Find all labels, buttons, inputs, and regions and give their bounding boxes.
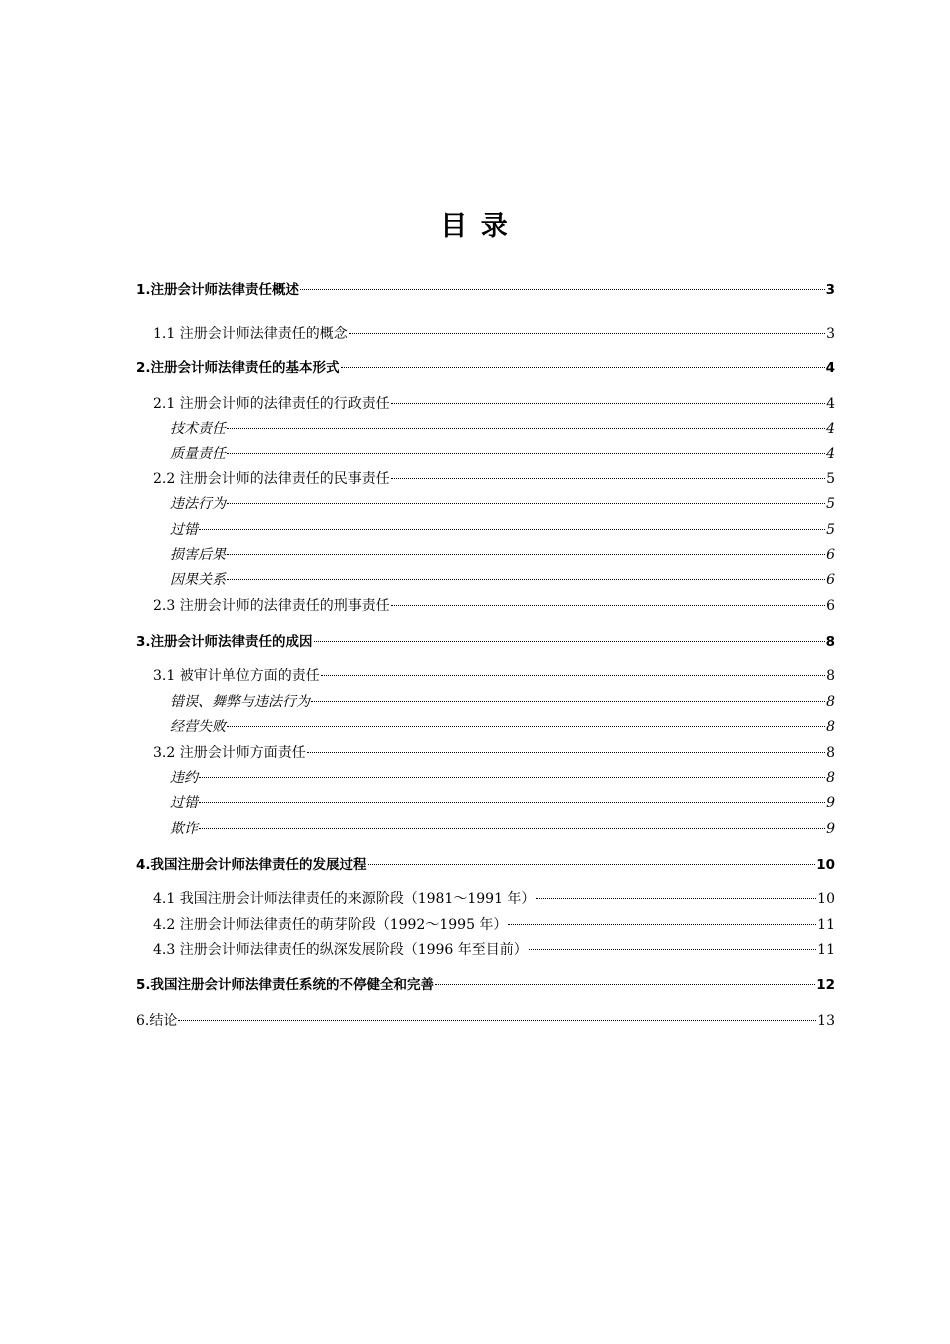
toc-entry-title: 过错 (170, 522, 198, 538)
toc-entry-page-number: 12 (816, 977, 835, 993)
toc-entry-title: 2.3 注册会计师的法律责任的刑事责任 (153, 598, 390, 614)
dot-leader (508, 924, 816, 925)
toc-entry[interactable] (136, 632, 835, 652)
page-title: 目 录 (440, 211, 510, 242)
toc-entry[interactable] (170, 692, 835, 712)
toc-entry-page-number: 11 (817, 917, 835, 933)
dot-leader (199, 828, 825, 829)
toc-entry-title: 2.2 注册会计师的法律责任的民事责任 (153, 471, 390, 487)
dot-leader (311, 701, 825, 702)
toc-entry-page-number: 3 (826, 326, 835, 342)
toc-entry[interactable] (170, 444, 835, 464)
toc-entry[interactable] (153, 596, 835, 616)
toc-entry-title: 6.结论 (136, 1013, 178, 1029)
toc-entry-title: 3.2 注册会计师方面责任 (153, 745, 306, 761)
toc-entry[interactable] (153, 666, 835, 686)
toc-entry-page-number: 4 (826, 446, 835, 462)
toc-entry[interactable] (153, 889, 835, 909)
toc-entry[interactable] (153, 743, 835, 763)
toc-entry-page-number: 8 (826, 770, 835, 786)
toc-entry-title: 3.1 被审计单位方面的责任 (153, 668, 320, 684)
toc-entry-page-number: 4 (826, 396, 835, 412)
toc-entry[interactable] (153, 469, 835, 489)
toc-entry-title: 损害后果 (170, 547, 226, 563)
toc-entry[interactable] (170, 570, 835, 590)
toc-entry-title: 因果关系 (170, 572, 226, 588)
toc-entry-page-number: 8 (825, 634, 835, 650)
toc-entry-page-number: 3 (825, 282, 835, 298)
dot-leader (227, 503, 825, 504)
toc-entry-page-number: 6 (826, 547, 835, 563)
dot-leader (199, 802, 825, 803)
toc-entry-page-number: 10 (817, 891, 835, 907)
toc-entry-title: 1.1 注册会计师法律责任的概念 (153, 326, 348, 342)
dot-leader (536, 898, 816, 899)
toc-entry[interactable] (136, 975, 835, 995)
toc-entry-page-number: 4 (826, 421, 835, 437)
dot-leader (199, 529, 825, 530)
toc-entry[interactable] (170, 793, 835, 813)
toc-entry-title: 4.1 我国注册会计师法律责任的来源阶段（1981～1991 年） (153, 891, 536, 907)
toc-entry-title: 欺诈 (170, 821, 198, 837)
toc-entry[interactable] (153, 940, 835, 960)
toc-entry[interactable] (170, 419, 835, 439)
toc-entry-page-number: 8 (826, 745, 835, 761)
toc-entry-page-number: 6 (826, 572, 835, 588)
dot-leader (391, 403, 825, 404)
dot-leader (227, 726, 825, 727)
toc-entry-page-number: 13 (817, 1013, 835, 1029)
toc-entry[interactable] (170, 717, 835, 737)
toc-entry-page-number: 4 (825, 360, 835, 376)
dot-leader (178, 1020, 816, 1021)
toc-entry-page-number: 9 (826, 795, 835, 811)
toc-entry-title: 质量责任 (170, 446, 226, 462)
toc-entry-page-number: 5 (826, 471, 835, 487)
dot-leader (321, 675, 825, 676)
toc-entry-page-number: 8 (826, 719, 835, 735)
dot-leader (199, 777, 825, 778)
toc-entry-page-number: 11 (817, 942, 835, 958)
dot-leader (368, 864, 816, 865)
toc-entry-title: 经营失败 (170, 719, 226, 735)
toc-entry[interactable] (153, 915, 835, 935)
dot-leader (227, 428, 825, 429)
dot-leader (435, 984, 815, 985)
toc-entry[interactable] (136, 280, 835, 300)
toc-entry-page-number: 9 (826, 821, 835, 837)
dot-leader (391, 478, 825, 479)
toc-entry-page-number: 8 (826, 668, 835, 684)
toc-entry-title: 2.1 注册会计师的法律责任的行政责任 (153, 396, 390, 412)
toc-entry[interactable] (153, 394, 835, 414)
toc-entry-title: 1.注册会计师法律责任概述 (136, 282, 300, 298)
toc-entry[interactable] (170, 494, 835, 514)
toc-entry[interactable] (136, 358, 835, 378)
toc-entry-title: 3.注册会计师法律责任的成因 (136, 634, 313, 650)
toc-entry-page-number: 5 (826, 522, 835, 538)
toc-entry-title: 5.我国注册会计师法律责任系统的不停健全和完善 (136, 977, 435, 993)
dot-leader (341, 367, 825, 368)
dot-leader (227, 554, 825, 555)
toc-entry-title: 违法行为 (170, 496, 226, 512)
toc-entry-title: 4.3 注册会计师法律责任的纵深发展阶段（1996 年至目前） (153, 942, 528, 958)
toc-entry[interactable] (170, 520, 835, 540)
toc-entry[interactable] (170, 545, 835, 565)
toc-entry-page-number: 10 (816, 857, 835, 873)
dot-leader (349, 333, 825, 334)
toc-entry-title: 4.我国注册会计师法律责任的发展过程 (136, 857, 367, 873)
toc-entry-title: 过错 (170, 795, 198, 811)
dot-leader (300, 289, 825, 290)
toc-entry[interactable] (170, 768, 835, 788)
dot-leader (227, 453, 825, 454)
toc-entry-page-number: 5 (826, 496, 835, 512)
toc-entry-page-number: 8 (826, 694, 835, 710)
toc-entry-title: 4.2 注册会计师法律责任的萌芽阶段（1992～1995 年） (153, 917, 508, 933)
toc-entry-title: 2.注册会计师法律责任的基本形式 (136, 360, 340, 376)
toc-entry[interactable] (153, 324, 835, 344)
dot-leader (529, 949, 816, 950)
dot-leader (227, 579, 825, 580)
dot-leader (314, 641, 825, 642)
toc-entry-title: 违约 (170, 770, 198, 786)
dot-leader (307, 752, 825, 753)
toc-entry-page-number: 6 (826, 598, 835, 614)
toc-entry-title: 错误、舞弊与违法行为 (170, 694, 310, 710)
toc-entry[interactable] (170, 819, 835, 839)
toc-entry-title: 技术责任 (170, 421, 226, 437)
toc-entry[interactable] (136, 1011, 835, 1031)
dot-leader (391, 605, 825, 606)
toc-entry[interactable] (136, 855, 835, 875)
